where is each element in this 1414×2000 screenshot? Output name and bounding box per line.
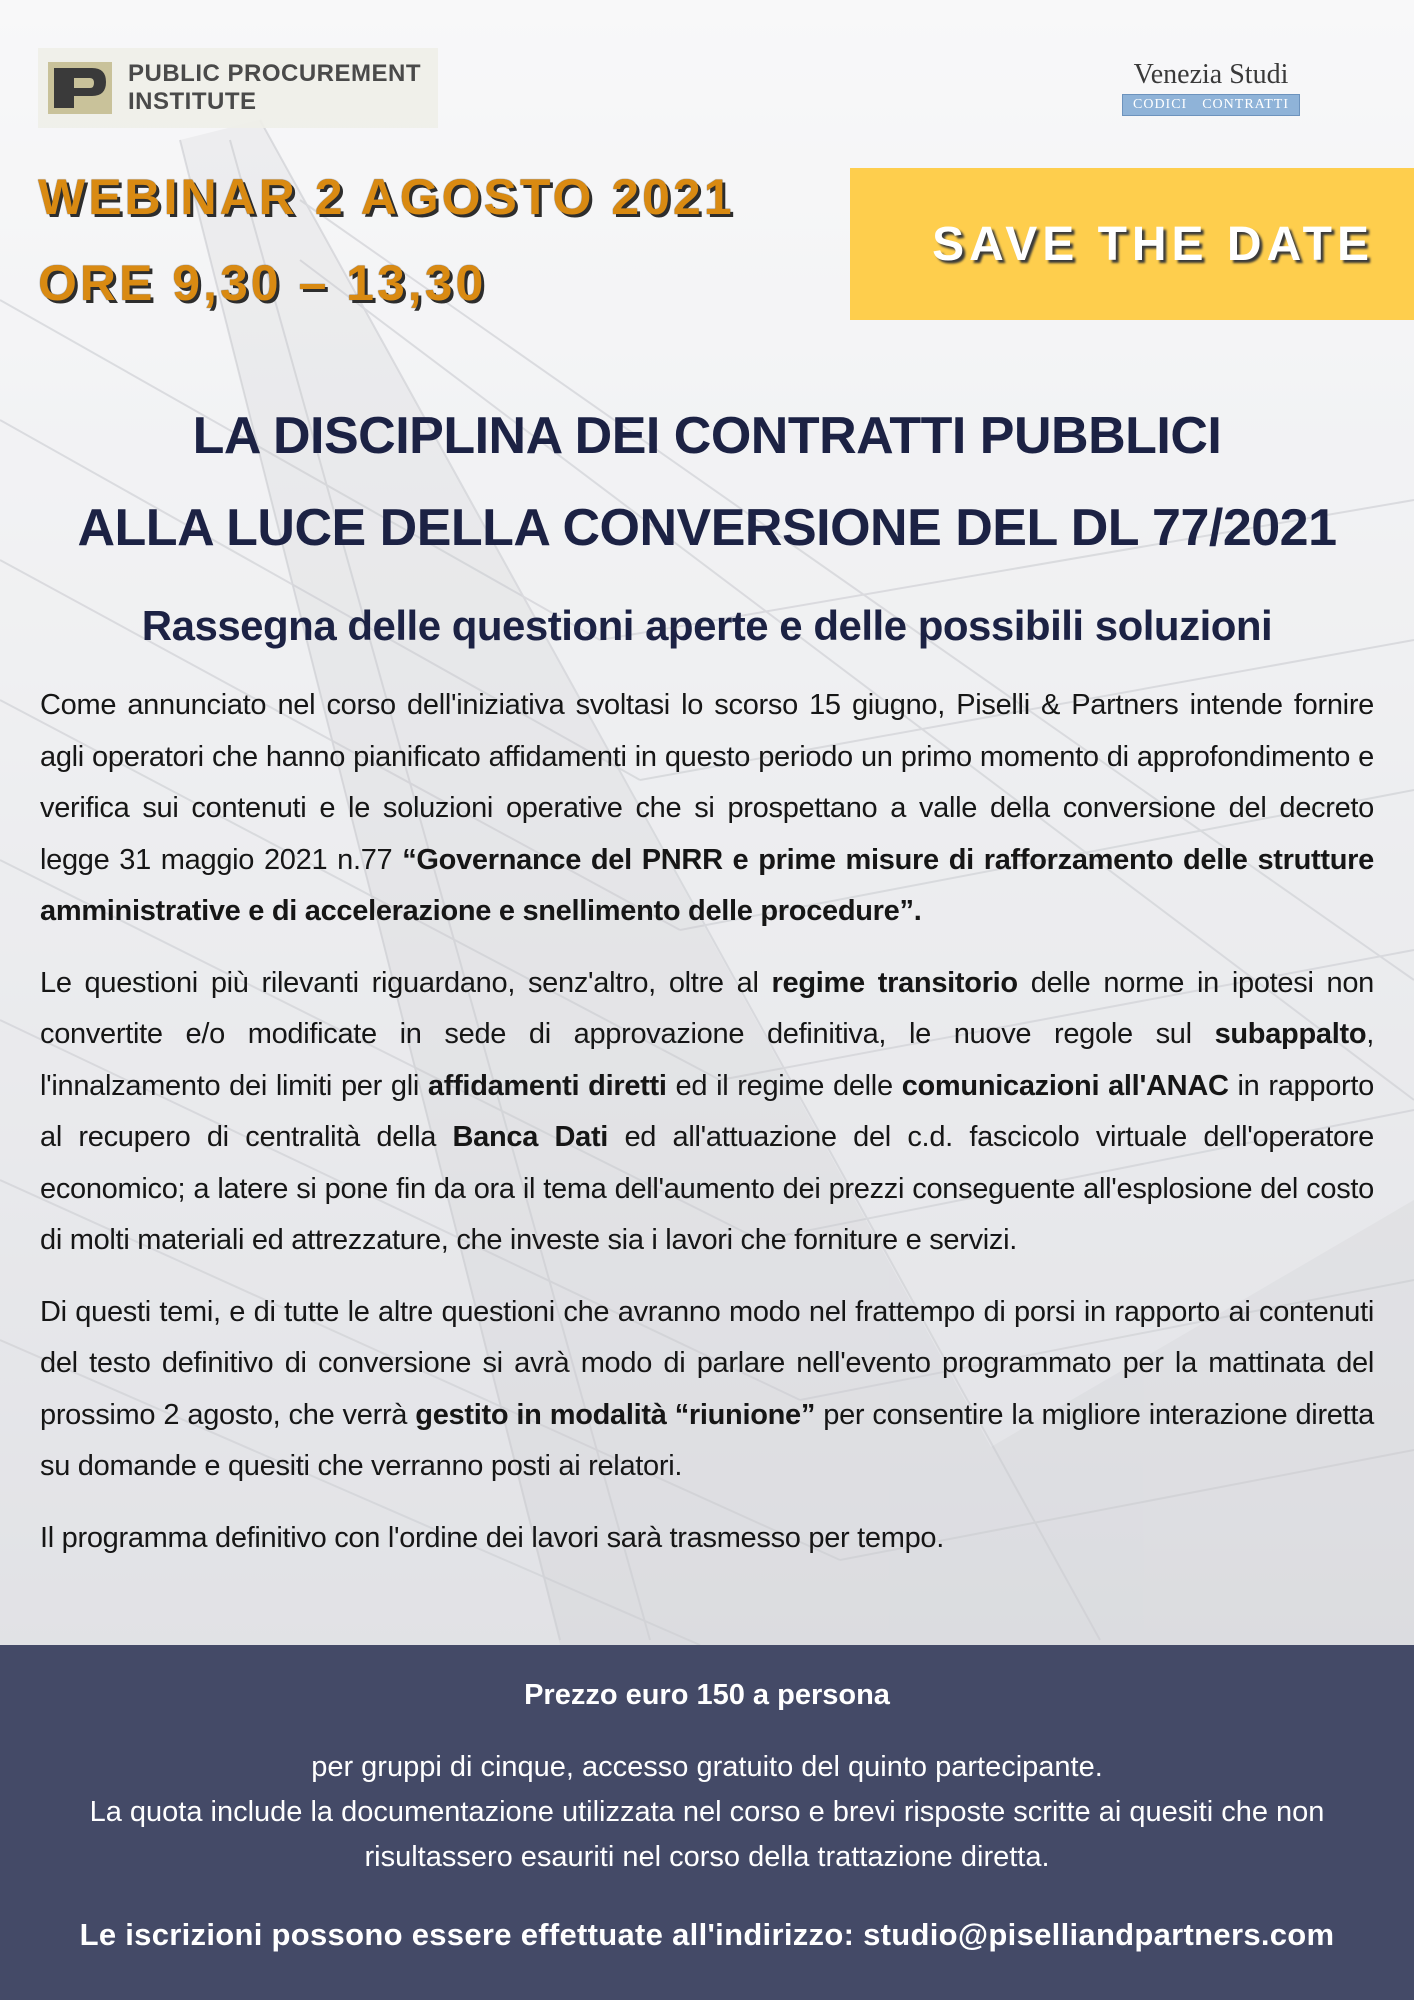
vs-band-left: CODICI xyxy=(1133,97,1188,112)
paragraph-2 xyxy=(40,958,1374,1267)
venezia-studi-logo xyxy=(1122,58,1300,130)
p2-text-1: Le questioni più rilevanti riguardano, senz'altro, oltre al xyxy=(40,966,772,999)
p2-bold-3: affidamenti diretti xyxy=(427,1069,667,1102)
venezia-studi-logo-band xyxy=(1122,94,1300,116)
main-title-line1: LA DISCIPLINA DEI CONTRATTI PUBBLICI xyxy=(192,407,1222,465)
webinar-time: ORE 9,30 – 13,30 xyxy=(38,255,487,311)
p2-text-6: ed all'attuazione del c.d. fascicolo virtuale dell'operatore economico; a latere si pone fin da ora il tema dell'aumento dei prezzi conseguente all'esplosione del costo di molti materiali ed attrezzature, che investe sia i lavori che forniture e servizi. xyxy=(40,1121,1374,1256)
main-title-line2: ALLA LUCE DELLA CONVERSIONE DEL DL 77/2021 xyxy=(77,499,1337,557)
save-the-date-banner xyxy=(850,168,1414,320)
pricing-info xyxy=(50,1745,1364,1880)
webinar-date: WEBINAR 2 AGOSTO 2021 xyxy=(38,169,735,225)
p2-bold-1: regime transitorio xyxy=(771,966,1018,999)
footer-pricing-panel xyxy=(0,1645,1414,2000)
p2-text-3: , l'innalzamento dei limiti per gli xyxy=(40,1018,1374,1102)
p3-text-2: per consentire la migliore interazione diretta su domande e quesiti che verranno posti ai relatori. xyxy=(40,1398,1374,1482)
vs-band-right: CONTRATTI xyxy=(1202,97,1289,112)
paragraph-1 xyxy=(40,680,1374,938)
p3-text-1: Di questi temi, e di tutte le altre questioni che avranno modo nel frattempo di porsi in rapporto ai contenuti del testo definitivo di conversione si avrà modo di parlare nell'evento programmato per la mattinata del prossimo 2 agosto, che verrà xyxy=(40,1295,1374,1431)
price-label: Prezzo euro 150 a persona xyxy=(524,1679,890,1711)
ppi-logo-line2: INSTITUTE xyxy=(128,88,257,115)
save-the-date-label: SAVE THE DATE xyxy=(932,217,1374,271)
public-procurement-institute-logo xyxy=(38,48,438,128)
p2-bold-4: comunicazioni all'ANAC xyxy=(901,1069,1229,1102)
subtitle: Rassegna delle questioni aperte e delle possibili soluzioni xyxy=(141,602,1273,649)
ppi-logo-mark-icon xyxy=(48,62,112,114)
p1-bold-decree-title: “Governance del PNRR e prime misure di rafforzamento delle strutture amministrative e di accelerazione e snellimento delle procedure”. xyxy=(40,843,1374,927)
registration-email-text: Le iscrizioni possono essere effettuate all'indirizzo: studio@piselliandpartners.com xyxy=(79,1917,1335,1952)
p2-text-2: delle norme in ipotesi non convertite e/o modificate in sede di approvazione definitiva, le nuove regole sul xyxy=(40,966,1374,1050)
p1-text: Come annunciato nel corso dell'iniziativa svoltasi lo scorso 15 giugno, Piselli & Partners intende fornire agli operatori che hanno pianificato affidamenti in questo periodo un primo momento di approfondimento e verifica sui contenuti e le soluzioni operative che si prospettano a valle della conversione del decreto legge 31 maggio 2021 n.77 xyxy=(40,689,1374,876)
p2-bold-5: Banca Dati xyxy=(452,1121,609,1153)
paragraph-3 xyxy=(40,1287,1374,1493)
pricing-info-line2: La quota include la documentazione utilizzata nel corso e brevi risposte scritte ai quesiti che non risultassero esauriti nel corso della trattazione diretta. xyxy=(89,1796,1325,1873)
p2-bold-2: subappalto xyxy=(1214,1018,1367,1050)
p2-text-4: ed il regime delle xyxy=(666,1069,902,1102)
paragraph-4: Il programma definitivo con l'ordine dei lavori sarà trasmesso per tempo. xyxy=(40,1521,944,1554)
venezia-studi-logo-name: Venezia Studi xyxy=(1133,59,1289,90)
pricing-info-line1: per gruppi di cinque, accesso gratuito del quinto partecipante. xyxy=(311,1751,1103,1783)
body-text xyxy=(40,680,1374,1584)
p2-text-5: in rapporto al recupero di centralità della xyxy=(40,1069,1374,1153)
ppi-logo-line1: PUBLIC PROCUREMENT xyxy=(128,60,422,87)
p3-bold-1: gestito in modalità “riunione” xyxy=(415,1398,816,1431)
